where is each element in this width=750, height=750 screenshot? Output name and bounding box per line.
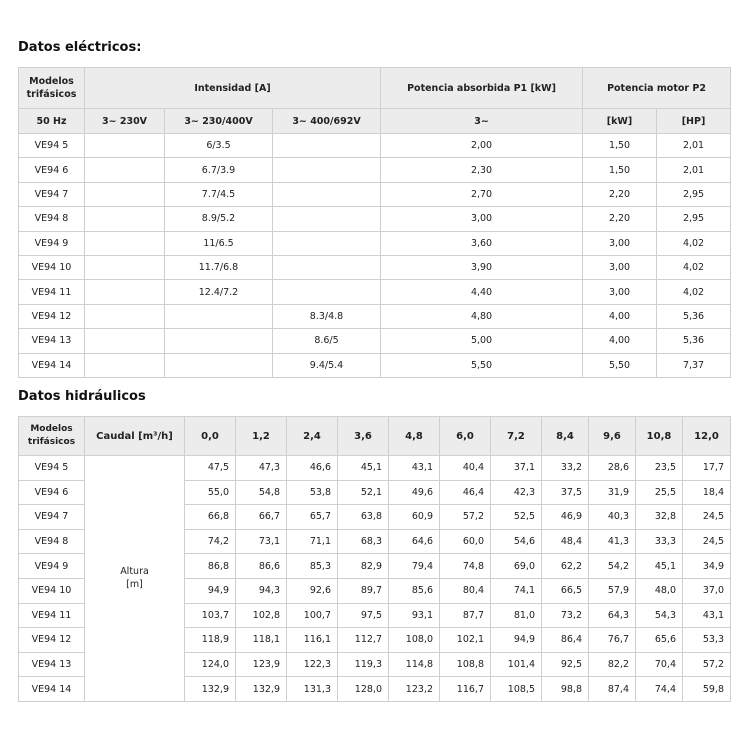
- height-value-cell: 65,6: [636, 628, 683, 653]
- height-value-cell: 59,8: [683, 677, 731, 702]
- current-230-400-cell: 6.7/3.9: [165, 158, 273, 182]
- height-value-cell: 57,2: [683, 652, 731, 677]
- height-value-cell: 43,1: [389, 456, 440, 481]
- height-unit: [m]: [126, 579, 143, 591]
- height-value-cell: 132,9: [185, 677, 236, 702]
- height-value-cell: 128,0: [338, 677, 389, 702]
- current-230-cell: [85, 280, 165, 304]
- height-value-cell: 132,9: [236, 677, 287, 702]
- height-value-cell: 54,3: [636, 603, 683, 628]
- current-400-692-cell: 8.6/5: [273, 329, 381, 353]
- height-value-cell: 94,3: [236, 578, 287, 603]
- height-value-cell: 89,7: [338, 578, 389, 603]
- electrical-subheader-row: [19, 109, 731, 134]
- height-value-cell: 102,1: [440, 628, 491, 653]
- current-230-400-cell: 6/3.5: [165, 134, 273, 158]
- motor-kw-cell: 2,20: [583, 207, 657, 231]
- height-value-cell: 92,6: [287, 578, 338, 603]
- power-absorbed-cell: 5,50: [381, 353, 583, 377]
- motor-kw-cell: 3,00: [583, 231, 657, 255]
- power-absorbed-cell: 3,60: [381, 231, 583, 255]
- current-230-cell: [85, 329, 165, 353]
- model-cell: VE94 14: [19, 677, 85, 702]
- model-cell: VE94 10: [19, 255, 85, 279]
- height-value-cell: 23,5: [636, 456, 683, 481]
- header-phase: 3~: [381, 109, 583, 134]
- height-value-cell: 86,4: [542, 628, 589, 653]
- model-cell: VE94 9: [19, 554, 85, 579]
- height-value-cell: 46,4: [440, 480, 491, 505]
- height-value-cell: 62,2: [542, 554, 589, 579]
- height-value-cell: 79,4: [389, 554, 440, 579]
- height-value-cell: 92,5: [542, 652, 589, 677]
- height-value-cell: 34,9: [683, 554, 731, 579]
- header-voltage-230-400: 3~ 230/400V: [165, 109, 273, 134]
- height-value-cell: 85,3: [287, 554, 338, 579]
- model-cell: VE94 7: [19, 505, 85, 530]
- motor-kw-cell: 1,50: [583, 158, 657, 182]
- model-cell: VE94 5: [19, 134, 85, 158]
- motor-hp-cell: 5,36: [657, 329, 731, 353]
- current-400-692-cell: 9.4/5.4: [273, 353, 381, 377]
- motor-hp-cell: 2,95: [657, 182, 731, 206]
- header-flow-value: 7,2: [491, 417, 542, 456]
- height-value-cell: 33,2: [542, 456, 589, 481]
- current-230-cell: [85, 134, 165, 158]
- header-flow-value: 1,2: [236, 417, 287, 456]
- header-kw: [kW]: [583, 109, 657, 134]
- model-cell: VE94 9: [19, 231, 85, 255]
- height-value-cell: 119,3: [338, 652, 389, 677]
- current-400-692-cell: [273, 207, 381, 231]
- current-400-692-cell: [273, 182, 381, 206]
- height-value-cell: 131,3: [287, 677, 338, 702]
- height-value-cell: 74,4: [636, 677, 683, 702]
- header-models: Modelos trifásicos: [19, 68, 85, 109]
- motor-hp-cell: 4,02: [657, 280, 731, 304]
- height-value-cell: 101,4: [491, 652, 542, 677]
- table-row: [19, 158, 731, 182]
- table-row: [19, 329, 731, 353]
- model-cell: VE94 13: [19, 329, 85, 353]
- height-value-cell: 42,3: [491, 480, 542, 505]
- height-value-cell: 33,3: [636, 529, 683, 554]
- table-row: [19, 304, 731, 328]
- height-value-cell: 123,9: [236, 652, 287, 677]
- header-flow-value: 9,6: [589, 417, 636, 456]
- current-230-cell: [85, 231, 165, 255]
- current-230-400-cell: 7.7/4.5: [165, 182, 273, 206]
- power-absorbed-cell: 4,40: [381, 280, 583, 304]
- electrical-header-row: [19, 68, 731, 109]
- height-value-cell: 32,8: [636, 505, 683, 530]
- motor-kw-cell: 4,00: [583, 304, 657, 328]
- height-value-cell: 46,9: [542, 505, 589, 530]
- height-value-cell: 70,4: [636, 652, 683, 677]
- model-cell: VE94 11: [19, 603, 85, 628]
- height-value-cell: 118,9: [185, 628, 236, 653]
- model-cell: VE94 5: [19, 456, 85, 481]
- model-cell: VE94 11: [19, 280, 85, 304]
- height-value-cell: 81,0: [491, 603, 542, 628]
- power-absorbed-cell: 3,90: [381, 255, 583, 279]
- height-value-cell: 118,1: [236, 628, 287, 653]
- height-value-cell: 74,1: [491, 578, 542, 603]
- motor-kw-cell: 3,00: [583, 255, 657, 279]
- height-value-cell: 68,3: [338, 529, 389, 554]
- current-230-cell: [85, 207, 165, 231]
- height-value-cell: 93,1: [389, 603, 440, 628]
- header-current: Intensidad [A]: [85, 68, 381, 109]
- height-value-cell: 43,1: [683, 603, 731, 628]
- height-value-cell: 17,7: [683, 456, 731, 481]
- motor-kw-cell: 2,20: [583, 182, 657, 206]
- height-value-cell: 123,2: [389, 677, 440, 702]
- height-value-cell: 80,4: [440, 578, 491, 603]
- header-flow-value: 8,4: [542, 417, 589, 456]
- motor-hp-cell: 5,36: [657, 304, 731, 328]
- height-value-cell: 18,4: [683, 480, 731, 505]
- table-row: [19, 456, 731, 481]
- height-value-cell: 116,7: [440, 677, 491, 702]
- header-models: Modelos trifásicos: [19, 417, 85, 456]
- height-value-cell: 76,7: [589, 628, 636, 653]
- model-cell: VE94 6: [19, 480, 85, 505]
- height-value-cell: 24,5: [683, 529, 731, 554]
- current-230-400-cell: 12.4/7.2: [165, 280, 273, 304]
- height-value-cell: 49,6: [389, 480, 440, 505]
- motor-kw-cell: 1,50: [583, 134, 657, 158]
- motor-kw-cell: 3,00: [583, 280, 657, 304]
- header-power-absorbed: Potencia absorbida P1 [kW]: [381, 68, 583, 109]
- motor-hp-cell: 4,02: [657, 255, 731, 279]
- current-400-692-cell: [273, 231, 381, 255]
- height-value-cell: 114,8: [389, 652, 440, 677]
- motor-hp-cell: 7,37: [657, 353, 731, 377]
- height-value-cell: 66,5: [542, 578, 589, 603]
- table-row: [19, 255, 731, 279]
- height-value-cell: 60,9: [389, 505, 440, 530]
- height-value-cell: 47,3: [236, 456, 287, 481]
- height-value-cell: 47,5: [185, 456, 236, 481]
- height-value-cell: 28,6: [589, 456, 636, 481]
- power-absorbed-cell: 2,70: [381, 182, 583, 206]
- height-value-cell: 41,3: [589, 529, 636, 554]
- table-row: [19, 353, 731, 377]
- height-value-cell: 73,1: [236, 529, 287, 554]
- height-value-cell: 69,0: [491, 554, 542, 579]
- header-hp: [HP]: [657, 109, 731, 134]
- current-230-cell: [85, 353, 165, 377]
- height-value-cell: 64,6: [389, 529, 440, 554]
- height-value-cell: 24,5: [683, 505, 731, 530]
- height-value-cell: 100,7: [287, 603, 338, 628]
- header-flow-value: 3,6: [338, 417, 389, 456]
- height-value-cell: 108,5: [491, 677, 542, 702]
- power-absorbed-cell: 2,30: [381, 158, 583, 182]
- height-label-cell: [85, 456, 185, 702]
- height-value-cell: 40,4: [440, 456, 491, 481]
- height-value-cell: 74,2: [185, 529, 236, 554]
- header-flow-value: 2,4: [287, 417, 338, 456]
- height-value-cell: 40,3: [589, 505, 636, 530]
- model-cell: VE94 12: [19, 628, 85, 653]
- table-row: [19, 231, 731, 255]
- height-value-cell: 48,0: [636, 578, 683, 603]
- power-absorbed-cell: 3,00: [381, 207, 583, 231]
- motor-hp-cell: 2,95: [657, 207, 731, 231]
- header-flow-value: 10,8: [636, 417, 683, 456]
- power-absorbed-cell: 4,80: [381, 304, 583, 328]
- current-230-cell: [85, 304, 165, 328]
- motor-hp-cell: 2,01: [657, 158, 731, 182]
- height-value-cell: 98,8: [542, 677, 589, 702]
- height-value-cell: 97,5: [338, 603, 389, 628]
- height-value-cell: 31,9: [589, 480, 636, 505]
- height-value-cell: 57,9: [589, 578, 636, 603]
- current-230-cell: [85, 182, 165, 206]
- motor-kw-cell: 5,50: [583, 353, 657, 377]
- height-value-cell: 54,8: [236, 480, 287, 505]
- height-value-cell: 45,1: [636, 554, 683, 579]
- height-value-cell: 71,1: [287, 529, 338, 554]
- model-cell: VE94 12: [19, 304, 85, 328]
- power-absorbed-cell: 5,00: [381, 329, 583, 353]
- current-230-cell: [85, 255, 165, 279]
- height-value-cell: 65,7: [287, 505, 338, 530]
- height-value-cell: 87,4: [589, 677, 636, 702]
- model-cell: VE94 8: [19, 207, 85, 231]
- motor-hp-cell: 4,02: [657, 231, 731, 255]
- height-value-cell: 108,0: [389, 628, 440, 653]
- height-value-cell: 112,7: [338, 628, 389, 653]
- height-value-cell: 52,1: [338, 480, 389, 505]
- height-value-cell: 46,6: [287, 456, 338, 481]
- current-400-692-cell: [273, 158, 381, 182]
- height-value-cell: 66,8: [185, 505, 236, 530]
- height-value-cell: 122,3: [287, 652, 338, 677]
- motor-hp-cell: 2,01: [657, 134, 731, 158]
- header-frequency: 50 Hz: [19, 109, 85, 134]
- height-value-cell: 86,6: [236, 554, 287, 579]
- height-value-cell: 102,8: [236, 603, 287, 628]
- height-label: Altura: [120, 566, 149, 578]
- current-400-692-cell: [273, 280, 381, 304]
- model-cell: VE94 8: [19, 529, 85, 554]
- height-value-cell: 66,7: [236, 505, 287, 530]
- height-value-cell: 87,7: [440, 603, 491, 628]
- height-value-cell: 64,3: [589, 603, 636, 628]
- height-value-cell: 86,8: [185, 554, 236, 579]
- height-value-cell: 37,1: [491, 456, 542, 481]
- current-230-400-cell: [165, 304, 273, 328]
- table-row: [19, 182, 731, 206]
- height-value-cell: 74,8: [440, 554, 491, 579]
- height-value-cell: 37,0: [683, 578, 731, 603]
- header-voltage-400-692: 3~ 400/692V: [273, 109, 381, 134]
- power-absorbed-cell: 2,00: [381, 134, 583, 158]
- current-230-400-cell: 11.7/6.8: [165, 255, 273, 279]
- electrical-data-title: Datos eléctricos:: [18, 40, 142, 55]
- current-230-400-cell: 11/6.5: [165, 231, 273, 255]
- height-value-cell: 48,4: [542, 529, 589, 554]
- model-cell: VE94 10: [19, 578, 85, 603]
- model-cell: VE94 13: [19, 652, 85, 677]
- height-value-cell: 82,9: [338, 554, 389, 579]
- height-value-cell: 108,8: [440, 652, 491, 677]
- height-value-cell: 52,5: [491, 505, 542, 530]
- header-flow-value: 4,8: [389, 417, 440, 456]
- height-value-cell: 53,3: [683, 628, 731, 653]
- header-flow: Caudal [m³/h]: [85, 417, 185, 456]
- height-value-cell: 57,2: [440, 505, 491, 530]
- height-value-cell: 37,5: [542, 480, 589, 505]
- height-value-cell: 85,6: [389, 578, 440, 603]
- electrical-data-table: [18, 67, 731, 378]
- table-row: [19, 280, 731, 304]
- current-230-400-cell: [165, 329, 273, 353]
- height-value-cell: 60,0: [440, 529, 491, 554]
- table-row: [19, 134, 731, 158]
- model-cell: VE94 6: [19, 158, 85, 182]
- current-230-400-cell: [165, 353, 273, 377]
- height-value-cell: 73,2: [542, 603, 589, 628]
- height-value-cell: 25,5: [636, 480, 683, 505]
- motor-kw-cell: 4,00: [583, 329, 657, 353]
- current-400-692-cell: [273, 134, 381, 158]
- model-cell: VE94 14: [19, 353, 85, 377]
- height-value-cell: 54,2: [589, 554, 636, 579]
- hydraulic-data-title: Datos hidráulicos: [18, 389, 146, 404]
- height-value-cell: 116,1: [287, 628, 338, 653]
- height-value-cell: 94,9: [491, 628, 542, 653]
- table-row: [19, 207, 731, 231]
- model-cell: VE94 7: [19, 182, 85, 206]
- header-motor-power: Potencia motor P2: [583, 68, 731, 109]
- header-voltage-230: 3~ 230V: [85, 109, 165, 134]
- header-flow-value: 6,0: [440, 417, 491, 456]
- height-value-cell: 82,2: [589, 652, 636, 677]
- current-230-cell: [85, 158, 165, 182]
- height-value-cell: 55,0: [185, 480, 236, 505]
- current-230-400-cell: 8.9/5.2: [165, 207, 273, 231]
- height-value-cell: 53,8: [287, 480, 338, 505]
- height-value-cell: 54,6: [491, 529, 542, 554]
- header-flow-value: 12,0: [683, 417, 731, 456]
- hydraulic-header-row: [19, 417, 731, 456]
- hydraulic-data-table: [18, 416, 731, 702]
- height-value-cell: 94,9: [185, 578, 236, 603]
- current-400-692-cell: [273, 255, 381, 279]
- height-value-cell: 45,1: [338, 456, 389, 481]
- height-value-cell: 124,0: [185, 652, 236, 677]
- height-value-cell: 63,8: [338, 505, 389, 530]
- current-400-692-cell: 8.3/4.8: [273, 304, 381, 328]
- header-flow-value: 0,0: [185, 417, 236, 456]
- height-value-cell: 103,7: [185, 603, 236, 628]
